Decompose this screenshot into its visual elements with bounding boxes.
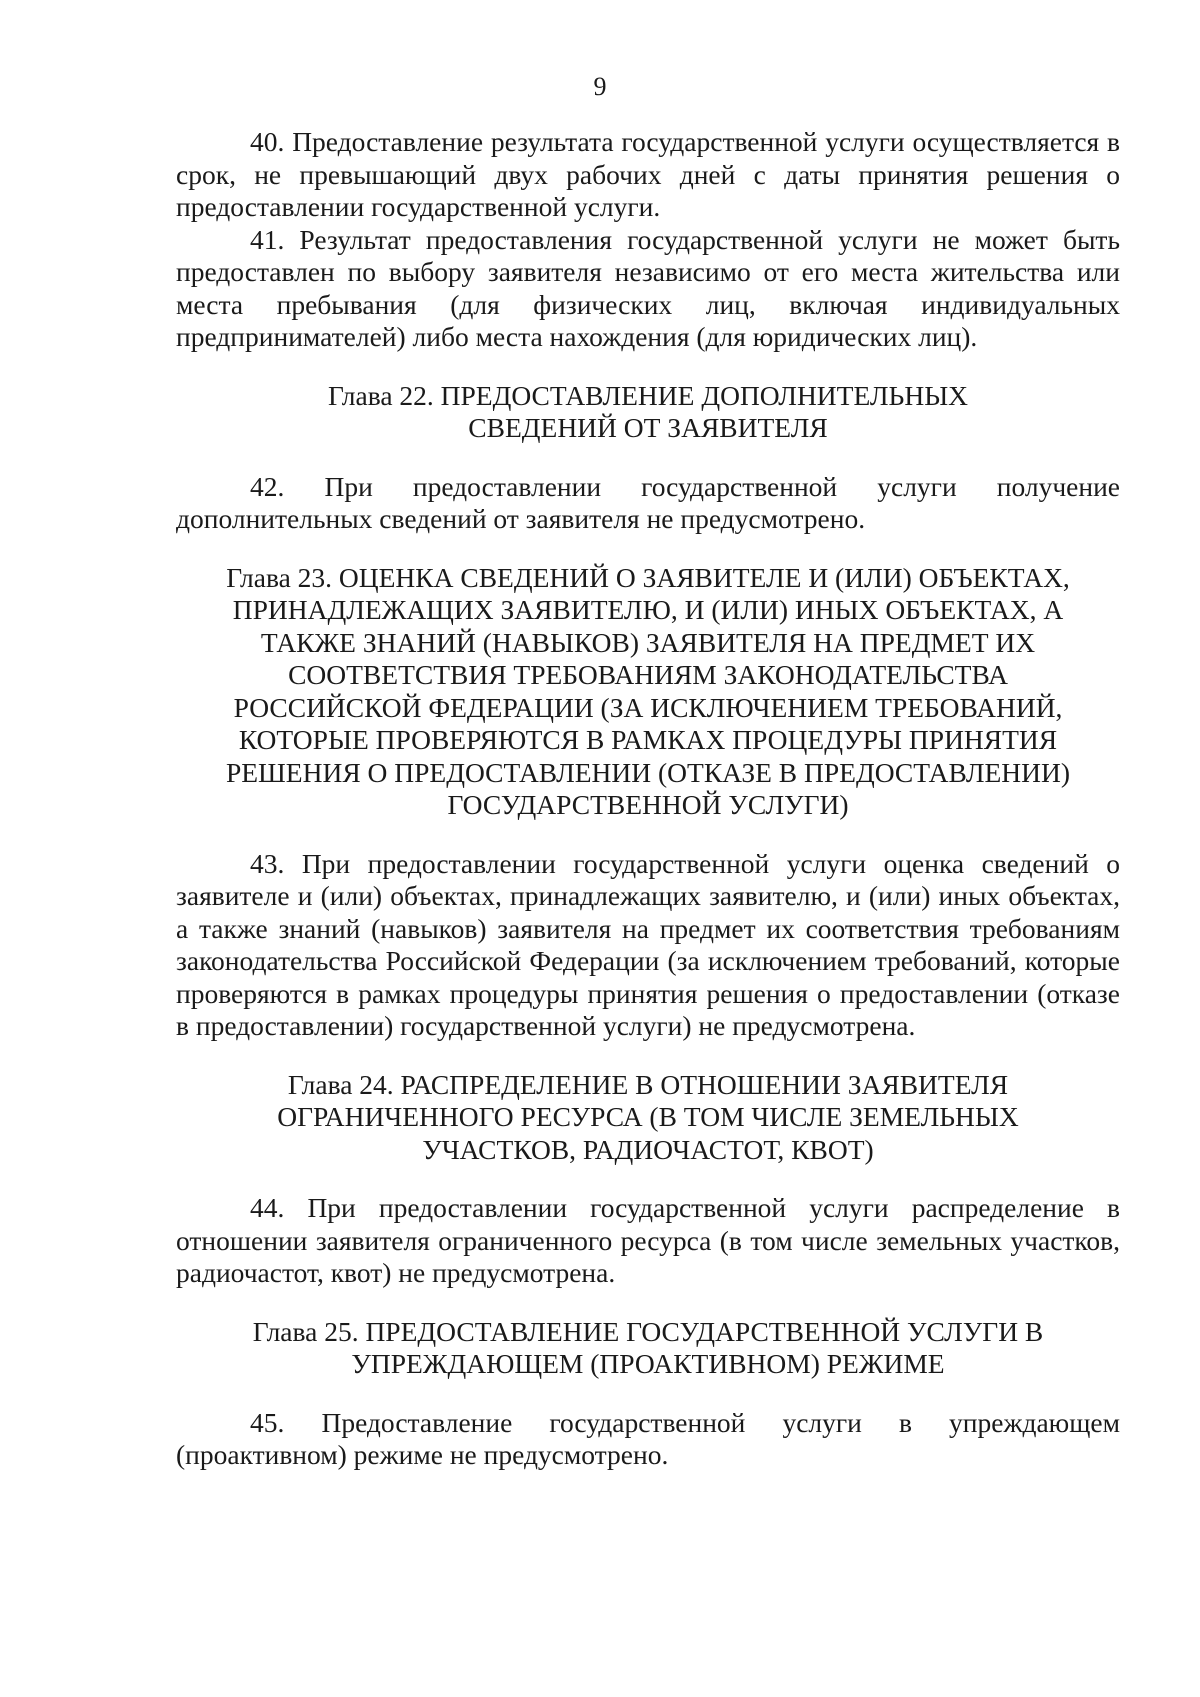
chapter-25-heading-line: УПРЕЖДАЮЩЕМ (ПРОАКТИВНОМ) РЕЖИМЕ bbox=[351, 1348, 945, 1379]
paragraph-44: 44. При предоставлении государственной услуги распределение в отношении заявителя ограниченного ресурса (в том числе земельных участков, радиочастот, квот) не предусмотрена. bbox=[176, 1192, 1120, 1288]
chapter-24-heading-line: Глава 24. РАСПРЕДЕЛЕНИЕ В ОТНОШЕНИИ ЗАЯВИТЕЛЯ bbox=[287, 1068, 1009, 1100]
page-number: 9 bbox=[593, 72, 607, 101]
paragraph-40: 40. Предоставление результата государственной услуги осуществляется в срок, не превышающий двух рабочих дней с даты принятия решения о предоставлении государственной услуги. bbox=[176, 126, 1120, 222]
paragraph-42: 42. При предоставлении государственной услуги получение дополнительных сведений от заявителя не предусмотрено. bbox=[176, 470, 1120, 534]
paragraph-41: 41. Результат предоставления государственной услуги не может быть предоставлен по выбору заявителя независимо от его места жительства или места пребывания (для физических лиц, включая индивидуальных предпринимателей) либо места нахождения (для юридических лиц). bbox=[176, 223, 1120, 352]
paragraph-45: 45. Предоставление государственной услуги в упреждающем (проактивном) режиме не предусмотрено. bbox=[176, 1406, 1120, 1470]
chapter-24-heading-line: ОГРАНИЧЕННОГО РЕСУРСА (В ТОМ ЧИСЛЕ ЗЕМЕЛЬНЫХ bbox=[277, 1101, 1019, 1132]
chapter-23-heading-line: РЕШЕНИЯ О ПРЕДОСТАВЛЕНИИ (ОТКАЗЕ В ПРЕДОСТАВЛЕНИИ) bbox=[225, 756, 1071, 788]
chapter-23-heading-line: РОССИЙСКОЙ ФЕДЕРАЦИИ (ЗА ИСКЛЮЧЕНИЕМ ТРЕБОВАНИЙ, bbox=[233, 691, 1063, 723]
chapter-23-heading-line: ГОСУДАРСТВЕННОЙ УСЛУГИ) bbox=[447, 789, 849, 820]
document-body bbox=[176, 126, 1120, 1472]
chapter-25-heading bbox=[176, 1316, 1120, 1381]
chapter-23-heading-line: ПРИНАДЛЕЖАЩИХ ЗАЯВИТЕЛЮ, И (ИЛИ) ИНЫХ ОБЪЕКТАХ, А bbox=[232, 594, 1064, 625]
chapter-24-heading-line: УЧАСТКОВ, РАДИОЧАСТОТ, КВОТ) bbox=[422, 1133, 874, 1165]
chapter-23-heading bbox=[176, 562, 1120, 822]
chapter-22-heading bbox=[176, 380, 1120, 445]
chapter-23-heading-line: СООТВЕТСТВИЯ ТРЕБОВАНИЯМ ЗАКОНОДАТЕЛЬСТВА bbox=[288, 659, 1008, 690]
paragraph-43: 43. При предоставлении государственной услуги оценка сведений о заявителе и (или) объектах, принадлежащих заявителю, и (или) иных объектах, а также знаний (навыков) заявителя на предмет их соответствия требованиям законодательства Российской Федерации (за исключением требований, которые проверяются в рамках процедуры принятия решения о предоставлении (отказе в предоставлении) государственной услуги) не предусмотрена. bbox=[176, 847, 1120, 1041]
chapter-23-heading-line: КОТОРЫЕ ПРОВЕРЯЮТСЯ В РАМКАХ ПРОЦЕДУРЫ ПРИНЯТИЯ bbox=[238, 724, 1058, 755]
chapter-22-heading-line: Глава 22. ПРЕДОСТАВЛЕНИЕ ДОПОЛНИТЕЛЬНЫХ bbox=[327, 379, 969, 411]
chapter-23-heading-line: Глава 23. ОЦЕНКА СВЕДЕНИЙ О ЗАЯВИТЕЛЕ И (ИЛИ) ОБЪЕКТАХ, bbox=[226, 561, 1070, 593]
chapter-23-heading-line: ТАКЖЕ ЗНАНИЙ (НАВЫКОВ) ЗАЯВИТЕЛЯ НА ПРЕДМЕТ ИХ bbox=[260, 626, 1036, 658]
chapter-25-heading-line: Глава 25. ПРЕДОСТАВЛЕНИЕ ГОСУДАРСТВЕННОЙ УСЛУГИ В bbox=[252, 1315, 1044, 1347]
chapter-22-heading-line: СВЕДЕНИЙ ОТ ЗАЯВИТЕЛЯ bbox=[468, 412, 828, 443]
chapter-24-heading bbox=[176, 1069, 1120, 1167]
